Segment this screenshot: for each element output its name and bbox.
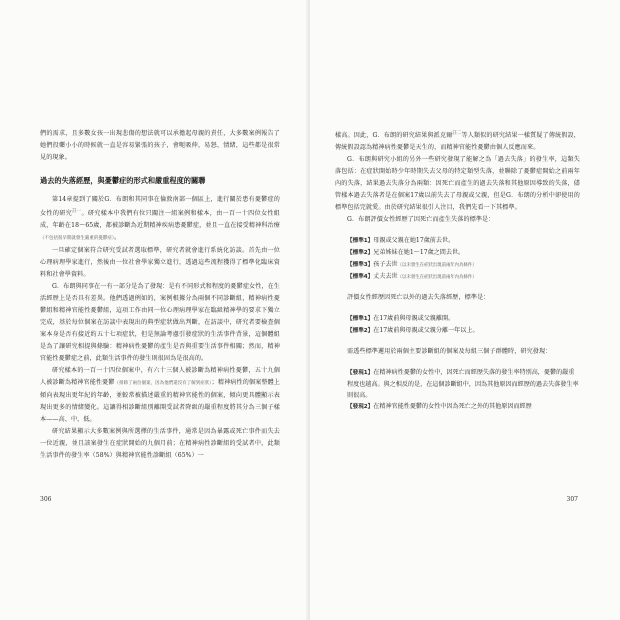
paragraph-text: 研究樣本的一百一十四位個案中，有六十三個人被診斷為精神病性憂鬱，五十九個人被診斷為精神官能性憂鬱 <box>40 367 280 387</box>
finding-tag: 【發現1】 <box>347 370 374 377</box>
finding-text: 在精神官能性憂鬱的女性中因為死亡之外的其他原因而經歷 <box>373 403 532 411</box>
criteria-list-other <box>335 313 580 337</box>
paragraph-text: 樣高。因此，G．布朗的研究結果與派克爾 <box>335 132 453 140</box>
section-heading: 過去的失落經歷，與憂鬱症的形式和嚴重程度的關聯 <box>40 176 206 185</box>
criteria-tag: 【標準1】 <box>347 316 374 323</box>
right-page <box>310 0 620 620</box>
spacer <box>335 304 580 313</box>
criteria-tag: 【標準1】 <box>347 238 374 245</box>
page-number: 307 <box>566 496 578 503</box>
criteria-tag: 【標準3】 <box>347 262 374 269</box>
paragraph: 評價女性經歷因死亡以外的過去失落經歷，標準是： <box>347 294 490 302</box>
paragraph: 一旦確定個案符合研究受試者選取標準，研究者就會進行系統化訪談。首先由一位心理病理學家進行，然後由一位社會學家獨立進行，透過這些流程獲得了標準化臨床資料和社會學資料。 <box>40 247 280 279</box>
criteria-list-death <box>335 235 580 283</box>
right-text-column <box>335 128 580 413</box>
spacer <box>335 226 580 235</box>
spacer <box>335 283 580 292</box>
paragraph: 研究結果顯示大多數案例與所選擇的生活事件，通常是因為暴露或死亡事件而失去一位近親，並且該案發生在症狀開始的九個月前；在精神病性診斷組的受試者中，此類生活事件的發生率（58%）與精神官能性診斷組（65%）一 <box>40 428 280 460</box>
criteria-item <box>347 235 580 247</box>
finding-tag: 【發現2】 <box>347 404 374 411</box>
paragraph: G．布朗評價女性經歷了因死亡而產生失落的標準是： <box>347 216 495 224</box>
findings-list <box>335 367 580 413</box>
paragraph <box>40 365 280 426</box>
paragraph-text: 第14章提到了關於G．布朗和其同事在倫敦南部一個區上，進行關於患有憂鬱症的女性的研究 <box>40 196 280 218</box>
criteria-item <box>347 259 580 271</box>
criteria-note: （以未發生在症狀出現前兩年內為條件） <box>397 275 477 281</box>
criteria-text: 在17歲前與母親或父親分離一年以上。 <box>373 327 479 335</box>
finding-text: 在精神病性憂鬱的女性中，因死亡而經歷失落的發生率特別高，憂鬱的嚴重程度也越高。與之相反的是，在這個診斷組中，因為其他原因而經歷的過去失落發生率則很高。 <box>347 369 579 400</box>
finding-item <box>347 401 580 413</box>
criteria-tag: 【標準4】 <box>347 274 374 281</box>
criteria-tag: 【標準2】 <box>347 328 374 335</box>
criteria-text: 在17歲前與母親或父親離開。 <box>373 315 455 323</box>
paragraph: 們的需求，且多數女孩一出現悲傷的想法就可以承擔起母親的責任，大多數案例報告了她們投藥小小的時候就一直是容易緊張的孩子，會呃吸伸，易怒、情緒，這些都是很常見的現象。 <box>40 130 280 161</box>
inline-note: （排除了兩位個案，因為他們還沒有了解到症狀） <box>114 381 212 387</box>
footnote-marker: 註二 <box>452 131 462 136</box>
criteria-item <box>347 271 580 283</box>
paragraph-text: 。 <box>114 234 121 242</box>
finding-item <box>347 367 580 401</box>
criteria-text: 兄弟姊妹在她1～17歲之間去世。 <box>373 249 465 257</box>
footnote-marker: 註一 <box>72 209 82 214</box>
paragraph-text: 等人類似的研究結果一樣質疑了傳統假設，傳統假設認為精神病性憂鬱是天生的，而精神官能性憂鬱由個人反應而來。 <box>335 132 580 152</box>
paragraph: 需透些標準邏用於兩個主要診斷組的個案及每組三個子群體時，研究發現： <box>347 348 552 356</box>
paragraph-text: 。研究樣本中我們有位只關注一組案例和樣本，由一百一十四位女性組成，年齡在18～65歲，都被診斷為近期精神疾病患憂鬱症，並且一直在接受精神科治療 <box>40 210 281 230</box>
paragraph: G．布朗與同事在一有一部分是為了發現：是有不同形式和程度的憂鬱症女性，在生活經歷上是否具有差異。他們透過例如的，案例根據分為兩個不同診斷組，精神病性憂鬱組和精神官能性憂鬱組，這項工作由同一位心理病理學家在臨級精神學的要求下獨立完成，基於每位個案在訪談中表現出的典型症狀做出判斷，在訪談中，研究者要檢查個案本身是否有接近約五十七項症狀，但是無論考慮引發症狀的生活事件背景，這個體組是為了讓研究相提與條驗：精神病性憂鬱的產生是否與重要生活事件相關；然而，精神官能性憂鬱症之前，此類生活事件的發生則很固為是很高的。 <box>40 283 280 363</box>
spacer <box>335 337 580 346</box>
criteria-text: 母親或父親在她17歲前去世。 <box>373 237 455 245</box>
paragraph: G．布朗與研究小組的另外一些研究發現了能解之為「過去失落」的發生率，這類失落包括：在症狀開始時少年時期失去父母的特定類型失落，並聯除了憂鬱症開始之前兩年內的失落，結果過去失落分為兩類：因死亡而產生的過去失落和其他原因導致的失落，儘管樣本過去失落者是在個案17歲以前失去了母親或父親，但是G．布朗的分析中卻使用的標準包括完就愛。由於研究結果很引人注目，我們先看一下其標準。 <box>335 156 580 212</box>
criteria-tag: 【標準2】 <box>347 250 374 257</box>
inline-note: （不包括很早期就發生嚴重的憂鬱症） <box>40 236 115 242</box>
criteria-text: 孩子去世 <box>373 261 398 269</box>
criteria-item <box>347 247 580 259</box>
paragraph-text: ；精神病性的個案整體上傾向表現出更年紀的年齡，並較常被描述嚴重的精神官能性的個案，傾向更具體顯示表現出更多的情緒變化。這讓得相診斷組別離開受試者降級的嚴重程度將其分為三個子樣本——高、中、低。 <box>40 379 280 424</box>
paragraph <box>40 194 280 245</box>
left-text-column <box>40 128 280 462</box>
criteria-note: （以未發生在症狀出現前兩年內為條件） <box>397 263 477 269</box>
criteria-text: 丈夫去世 <box>373 273 398 281</box>
spacer <box>335 358 580 367</box>
criteria-item <box>347 325 580 337</box>
page-number: 306 <box>40 496 52 503</box>
criteria-item <box>347 313 580 325</box>
paragraph <box>335 128 580 154</box>
